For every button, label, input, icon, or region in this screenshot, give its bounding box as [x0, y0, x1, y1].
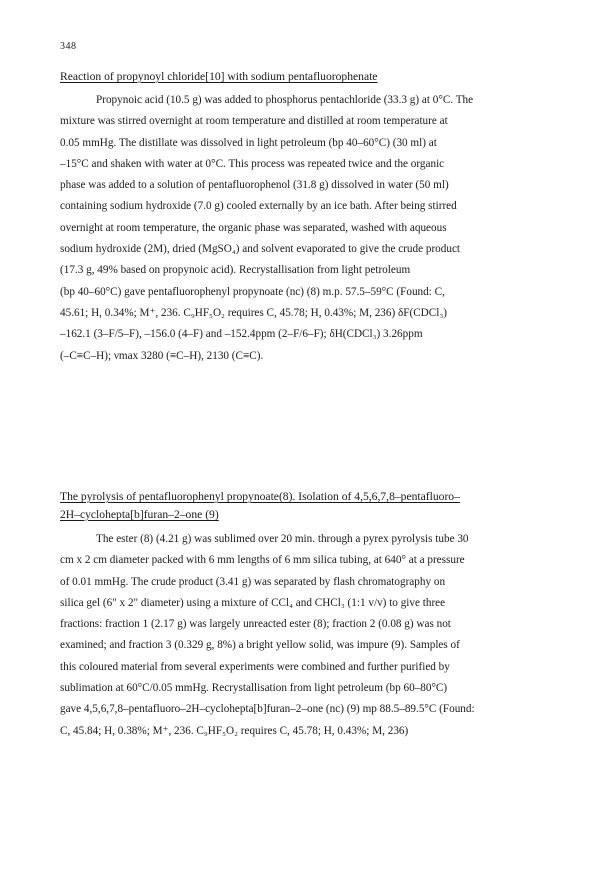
- text-line: C, 45.84; H, 0.38%; M⁺, 236. C₉HF₅O₂ requires C, 45.78; H, 0.43%; M, 236): [60, 724, 409, 737]
- text-line: silica gel (6" x 2" diameter) using a mixture of CCl₄ and CHCl₃ (1:1 v/v) to give three: [60, 596, 446, 609]
- heading-line: The pyrolysis of pentafluorophenyl propynoate(8). Isolation of 4,5,6,7,8–pentafluoro–: [60, 490, 460, 503]
- text-line: 0.05 mmHg. The distillate was dissolved in light petroleum (bp 40–60°C) (30 ml) at: [60, 136, 437, 149]
- text-line: sublimation at 60°C/0.05 mmHg. Recrystallisation from light petroleum (bp 60–80°C): [60, 682, 448, 695]
- text-line: this coloured material from several experiments were combined and further purified by: [60, 660, 450, 673]
- text-line: cm x 2 cm diameter packed with 6 mm lengths of 6 mm silica tubing, at 640° at a pressure: [60, 554, 465, 567]
- text-line: 45.61; H, 0.34%; M⁺, 236. C₉HF₅O₂ requires C, 45.78; H, 0.43%; M, 236) δF(CDCl₃): [60, 306, 447, 319]
- section-pyrolysis: [60, 488, 532, 742]
- text-line: containing sodium hydroxide (7.0 g) cooled externally by an ice bath. After being stirred: [60, 200, 457, 213]
- section-heading: [60, 68, 532, 86]
- text-line: sodium hydroxide (2M), dried (MgSO₄) and solvent evaporated to give the crude product: [60, 243, 461, 256]
- paragraph: [60, 90, 532, 367]
- heading-line: 2H–cyclohepta[b]furan–2–one (9): [60, 508, 219, 521]
- text-line: (bp 40–60°C) gave pentafluorophenyl propynoate (nc) (8) m.p. 57.5–59°C (Found: C,: [60, 285, 445, 298]
- text-line: gave 4,5,6,7,8–pentafluoro–2H–cyclohepta[b]furan–2–one (nc) (9) mp 88.5–89.5°C (Found:: [60, 703, 475, 716]
- text-line: –162.1 (3–F/5–F), –156.0 (4–F) and –152.4ppm (2–F/6–F); δH(CDCl₃) 3.26ppm: [60, 328, 423, 341]
- text-line: Propynoic acid (10.5 g) was added to phosphorus pentachloride (33.3 g) at 0°C. The: [96, 94, 474, 106]
- heading-line: Reaction of propynoyl chloride[10] with sodium pentafluorophenate: [60, 70, 378, 83]
- text-line: of 0.01 mmHg. The crude product (3.41 g) was separated by flash chromatography on: [60, 575, 446, 588]
- text-line: –15°C and shaken with water at 0°C. This process was repeated twice and the organic: [60, 157, 445, 170]
- text-line: mixture was stirred overnight at room temperature and distilled at room temperature at: [60, 115, 448, 128]
- text-line: overnight at room temperature, the organic phase was separated, washed with aqueous: [60, 221, 447, 234]
- section-propynoyl-chloride-reaction: [60, 68, 532, 367]
- page-number: 348: [60, 41, 77, 52]
- paragraph: [60, 529, 532, 742]
- text-line: (–C≡C–H); νmax 3280 (≡C–H), 2130 (C≡C).: [60, 349, 264, 362]
- text-line: phase was added to a solution of pentafluorophenol (31.8 g) dissolved in water (50 ml): [60, 179, 449, 192]
- section-heading: [60, 488, 532, 524]
- text-line: examined; and fraction 3 (0.329 g, 8%) a bright yellow solid, was impure (9). Samples of: [60, 639, 460, 652]
- text-line: The ester (8) (4.21 g) was sublimed over 20 min. through a pyrex pyrolysis tube 30: [96, 533, 469, 545]
- text-line: (17.3 g, 49% based on propynoic acid). Recrystallisation from light petroleum: [60, 264, 411, 277]
- text-line: fractions: fraction 1 (2.17 g) was largely unreacted ester (8); fraction 2 (0.08 g) was not: [60, 618, 451, 631]
